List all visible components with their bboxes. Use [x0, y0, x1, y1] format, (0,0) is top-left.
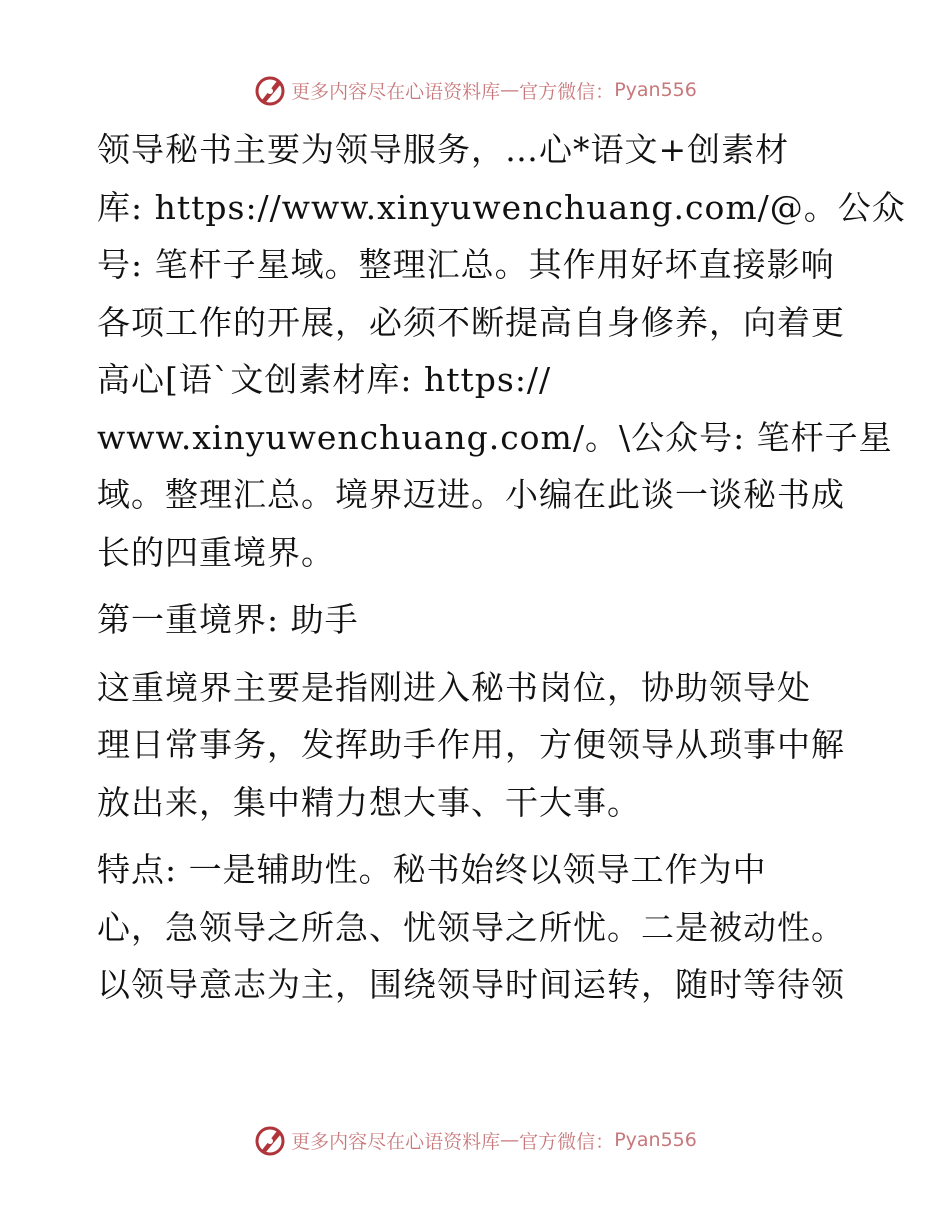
text-line: 放出来，集中精力想大事、干大事。: [97, 782, 641, 822]
header-contact-id: Pyan556: [614, 79, 697, 101]
text-line: 长的四重境界。: [97, 532, 335, 572]
pen-logo-icon: [253, 73, 287, 107]
header-contact-label: 官方微信：: [519, 80, 615, 103]
text-line: 号: 笔杆子星域。整理汇总。其作用好坏直接影响: [97, 245, 835, 284]
heading-line: 第一重境界: 助手: [97, 600, 359, 639]
document-body: [97, 121, 906, 1014]
text-line: 以领导意志为主，围绕领导时间运转，随时等待领: [97, 965, 845, 1004]
text-line: 理日常事务，发挥助手作用，方便领导从琐事中解: [97, 725, 845, 764]
text-line: 库: https://www.xinyuwenchuang.com/@。公众: [97, 187, 906, 227]
footer-contact-label: 官方微信：: [519, 1130, 615, 1153]
footer-separator: —: [500, 1129, 520, 1151]
paragraph-intro: [97, 121, 906, 581]
footer-banner-text: 更多内容尽在心语资料库: [291, 1130, 501, 1153]
text-line: 心，急领导之所急、忧领导之所忧。二是被动性。: [97, 907, 845, 947]
text-line: 各项工作的开展，必须不断提高自身修养，向着更: [97, 302, 845, 342]
text-line: 高心[语`文创素材库: https://: [97, 360, 552, 399]
pen-logo-icon: [253, 1123, 287, 1157]
section-heading: [97, 591, 857, 649]
text-line: 特点: 一是辅助性。秘书始终以领导工作为中: [97, 850, 767, 889]
footer-banner: [0, 1120, 950, 1160]
text-line: 这重境界主要是指刚进入秘书岗位，协助领导处: [97, 667, 811, 707]
paragraph-features: [97, 841, 857, 1014]
text-line: www.xinyuwenchuang.com/。\公众号: 笔杆子星: [97, 417, 893, 457]
header-banner: [0, 70, 950, 110]
header-separator: —: [500, 79, 520, 101]
footer-contact-id: Pyan556: [614, 1129, 697, 1151]
text-line: 领导秘书主要为领导服务，…心*语文+创素材: [97, 130, 790, 169]
header-banner-text: 更多内容尽在心语资料库: [291, 80, 501, 103]
paragraph-description: [97, 659, 857, 832]
text-line: 域。整理汇总。境界迈进。小编在此谈一谈秘书成: [97, 475, 845, 514]
